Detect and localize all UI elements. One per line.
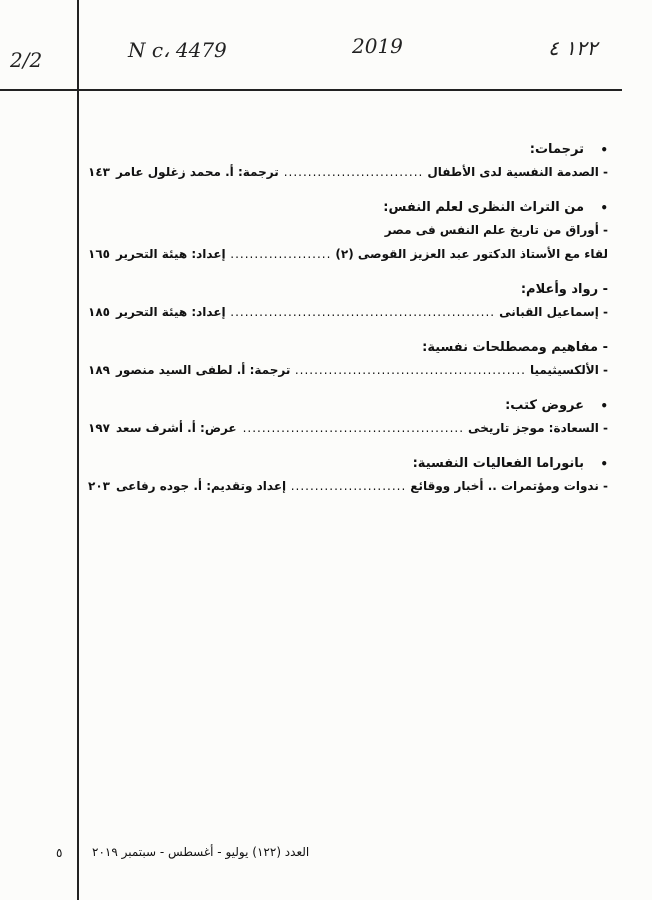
entry-credit: إعداد: هيئة التحرير	[115, 247, 226, 261]
leader-dots	[230, 300, 495, 324]
leader-dots	[230, 242, 332, 266]
toc-entry	[88, 416, 612, 440]
toc-entry	[88, 474, 612, 498]
entry-credit: إعداد وتقديم: أ. جوده رفاعى	[115, 479, 287, 493]
toc-section-concepts	[88, 338, 612, 382]
margin-vertical-rule	[77, 0, 79, 900]
bullet-icon: •	[600, 457, 608, 471]
toc-section-heritage	[88, 198, 612, 266]
header-horizontal-rule	[0, 89, 622, 91]
handwritten-catalog-number: N c، 4479	[128, 38, 227, 62]
handwritten-fraction: 2/2	[10, 48, 43, 72]
entry-title: - السعادة: موجز تاريخى	[468, 421, 608, 435]
entry-page: ١٤٣	[88, 165, 110, 179]
section-title: - رواد وأعلام:	[520, 282, 608, 297]
handwritten-issue-note: ١٢٢ ٤	[548, 36, 598, 60]
leader-dots	[283, 160, 424, 184]
entry-credit: عرض: أ. أشرف سعد	[115, 421, 237, 435]
leader-dots	[241, 416, 464, 440]
table-of-contents	[88, 140, 612, 512]
entry-title: - إسماعيل القبانى	[499, 305, 608, 319]
bullet-icon: •	[600, 143, 608, 157]
entry-credit: ترجمة: أ. محمد زغلول عامر	[115, 165, 279, 179]
entry-title: - الألكسيثيميا	[529, 363, 608, 377]
toc-entry	[88, 300, 612, 324]
section-title: - مفاهيم ومصطلحات نفسية:	[422, 340, 608, 355]
entry-credit: ترجمة: أ. لطفى السيد منصور	[115, 363, 291, 377]
entry-title: - الصدمة النفسية لدى الأطفال	[427, 165, 608, 179]
entry-title: - أوراق من تاريخ علم النفس فى مصر	[384, 223, 608, 237]
toc-entry	[88, 358, 612, 382]
section-title: عروض كتب:	[505, 398, 584, 413]
entry-page: ٢٠٣	[88, 479, 110, 493]
entry-title: - ندوات ومؤتمرات .. أخبار ووقائع	[410, 479, 608, 493]
issue-footer: العدد (١٢٢) يوليو - أغسطس - سبتمبر ٢٠١٩	[92, 845, 310, 859]
section-title: ترجمات:	[529, 142, 584, 157]
section-title: من التراث النظرى لعلم النفس:	[383, 200, 584, 215]
toc-section-panorama	[88, 454, 612, 498]
leader-dots	[294, 358, 526, 382]
bullet-icon: •	[600, 399, 608, 413]
entry-page: ١٦٥	[88, 247, 110, 261]
toc-section-pioneers	[88, 280, 612, 324]
toc-entry	[88, 218, 612, 242]
toc-entry	[88, 242, 612, 266]
leader-dots	[290, 474, 406, 498]
section-title: بانوراما الفعاليات النفسية:	[412, 456, 584, 471]
entry-page: ١٩٧	[88, 421, 110, 435]
entry-title: لقاء مع الأستاذ الدكتور عبد العزيز القوصى (٢)	[335, 247, 608, 261]
toc-entry	[88, 160, 612, 184]
toc-section-book-reviews	[88, 396, 612, 440]
page-number: ٥	[56, 846, 63, 860]
entry-page: ١٨٩	[88, 363, 110, 377]
bullet-icon: •	[600, 201, 608, 215]
toc-section-translations	[88, 140, 612, 184]
entry-page: ١٨٥	[88, 305, 110, 319]
handwritten-year: 2019	[352, 34, 403, 58]
entry-credit: إعداد: هيئة التحرير	[115, 305, 226, 319]
